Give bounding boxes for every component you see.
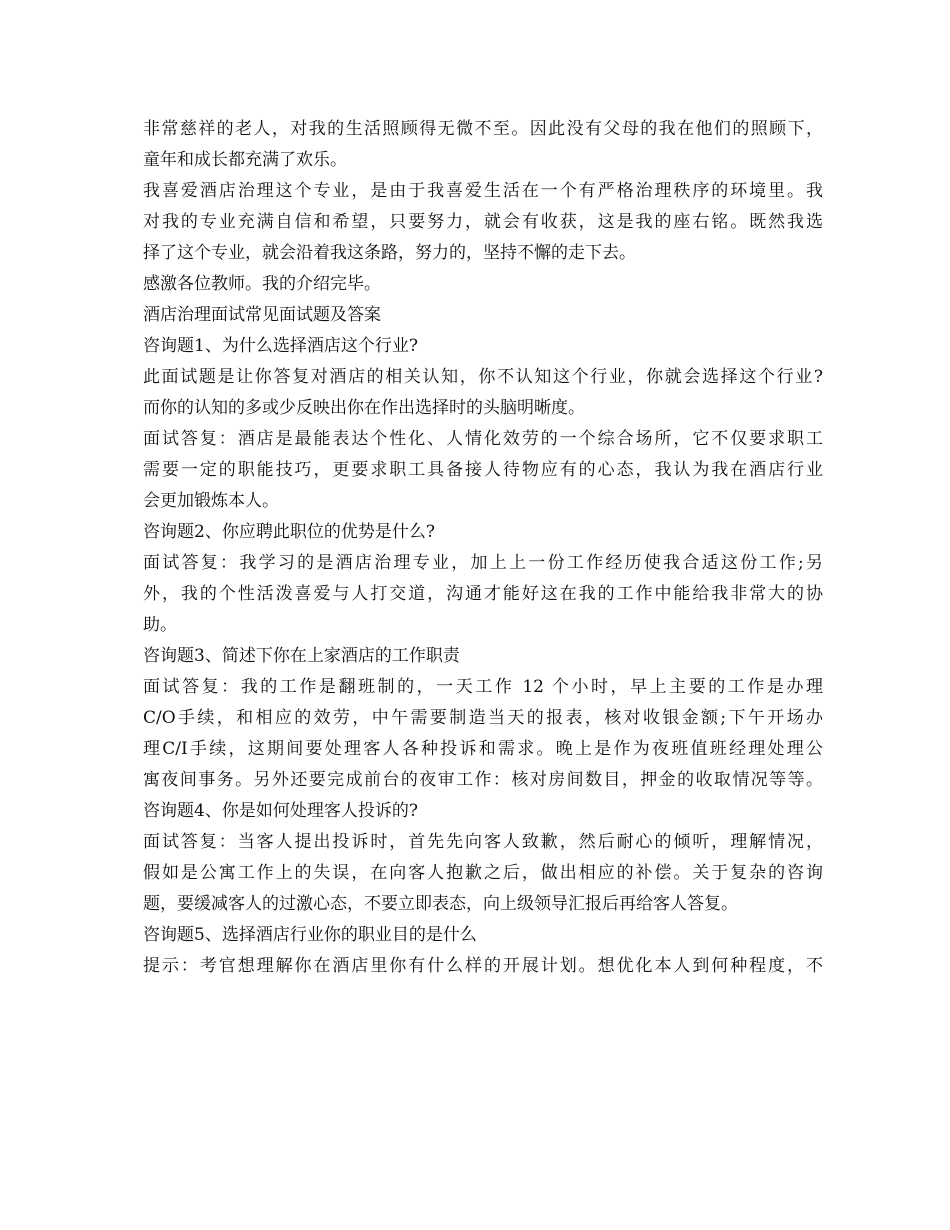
text-line: 而你的认知的多或少反映出你在作出选择时的头脑明晰度。 — [143, 398, 585, 418]
text-line: 感激各位教师。我的介绍完毕。 — [143, 274, 381, 294]
section-heading: 酒店治理面试常见面试题及答案 — [143, 305, 381, 325]
text-line: 对我的专业充满自信和希望，只要努力，就会有收获，这是我的座右铭。既然我选 — [143, 212, 823, 232]
text-line: 题，要缓减客人的过激心态，不要立即表态，向上级领导汇报后再给客人答复。 — [143, 894, 738, 914]
text-line: 需要一定的职能技巧，更要求职工具备接人待物应有的心态，我认为我在酒店行业 — [143, 460, 823, 480]
text-line: 会更加锻炼本人。 — [143, 491, 279, 511]
question-heading: 咨询题5、选择酒店行业你的职业目的是什么 — [143, 925, 477, 945]
text-line: 寓夜间事务。另外还要完成前台的夜审工作：核对房间数目，押金的收取情况等等。 — [143, 770, 823, 790]
text-line: 面试答复：当客人提出投诉时，首先先向客人致歉，然后耐心的倾听，理解情况， — [143, 832, 823, 852]
question-heading: 咨询题2、你应聘此职位的优势是什么? — [143, 522, 435, 542]
text-line: 此面试题是让你答复对酒店的相关认知，你不认知这个行业，你就会选择这个行业? — [143, 367, 823, 387]
text-line: 助。 — [143, 615, 177, 635]
text-line: 理C/I手续，这期间要处理客人各种投诉和需求。晚上是作为夜班值班经理处理公 — [143, 739, 823, 759]
text-line: 择了这个专业，就会沿着我这条路，努力的，坚持不懈的走下去。 — [143, 243, 636, 263]
text-line: 童年和成长都充满了欢乐。 — [143, 150, 347, 170]
text-line: 假如是公寓工作上的失误，在向客人抱歉之后，做出相应的补偿。关于复杂的咨询 — [143, 863, 823, 883]
document-body — [143, 114, 823, 982]
question-heading: 咨询题3、简述下你在上家酒店的工作职责 — [143, 646, 460, 666]
text-line: 面试答复：酒店是最能表达个性化、人情化效劳的一个综合场所，它不仅要求职工 — [143, 429, 823, 449]
text-line: 我喜爱酒店治理这个专业，是由于我喜爱生活在一个有严格治理秩序的环境里。我 — [143, 181, 823, 201]
text-line: 面试答复：我学习的是酒店治理专业，加上上一份工作经历使我合适这份工作;另 — [143, 553, 823, 573]
text-line: 外，我的个性活泼喜爱与人打交道，沟通才能好这在我的工作中能给我非常大的协 — [143, 584, 823, 604]
text-line: 提示：考官想理解你在酒店里你有什么样的开展计划。想优化本人到何种程度，不 — [143, 956, 823, 976]
text-line: 非常慈祥的老人，对我的生活照顾得无微不至。因此没有父母的我在他们的照顾下， — [143, 119, 823, 139]
text-line: 面试答复：我的工作是翻班制的，一天工作 12 个小时，早上主要的工作是办理 — [143, 677, 823, 697]
question-heading: 咨询题4、你是如何处理客人投诉的? — [143, 801, 418, 821]
question-heading: 咨询题1、为什么选择酒店这个行业? — [143, 336, 418, 356]
text-line: C/O手续，和相应的效劳，中午需要制造当天的报表，核对收银金额;下午开场办 — [143, 708, 823, 728]
